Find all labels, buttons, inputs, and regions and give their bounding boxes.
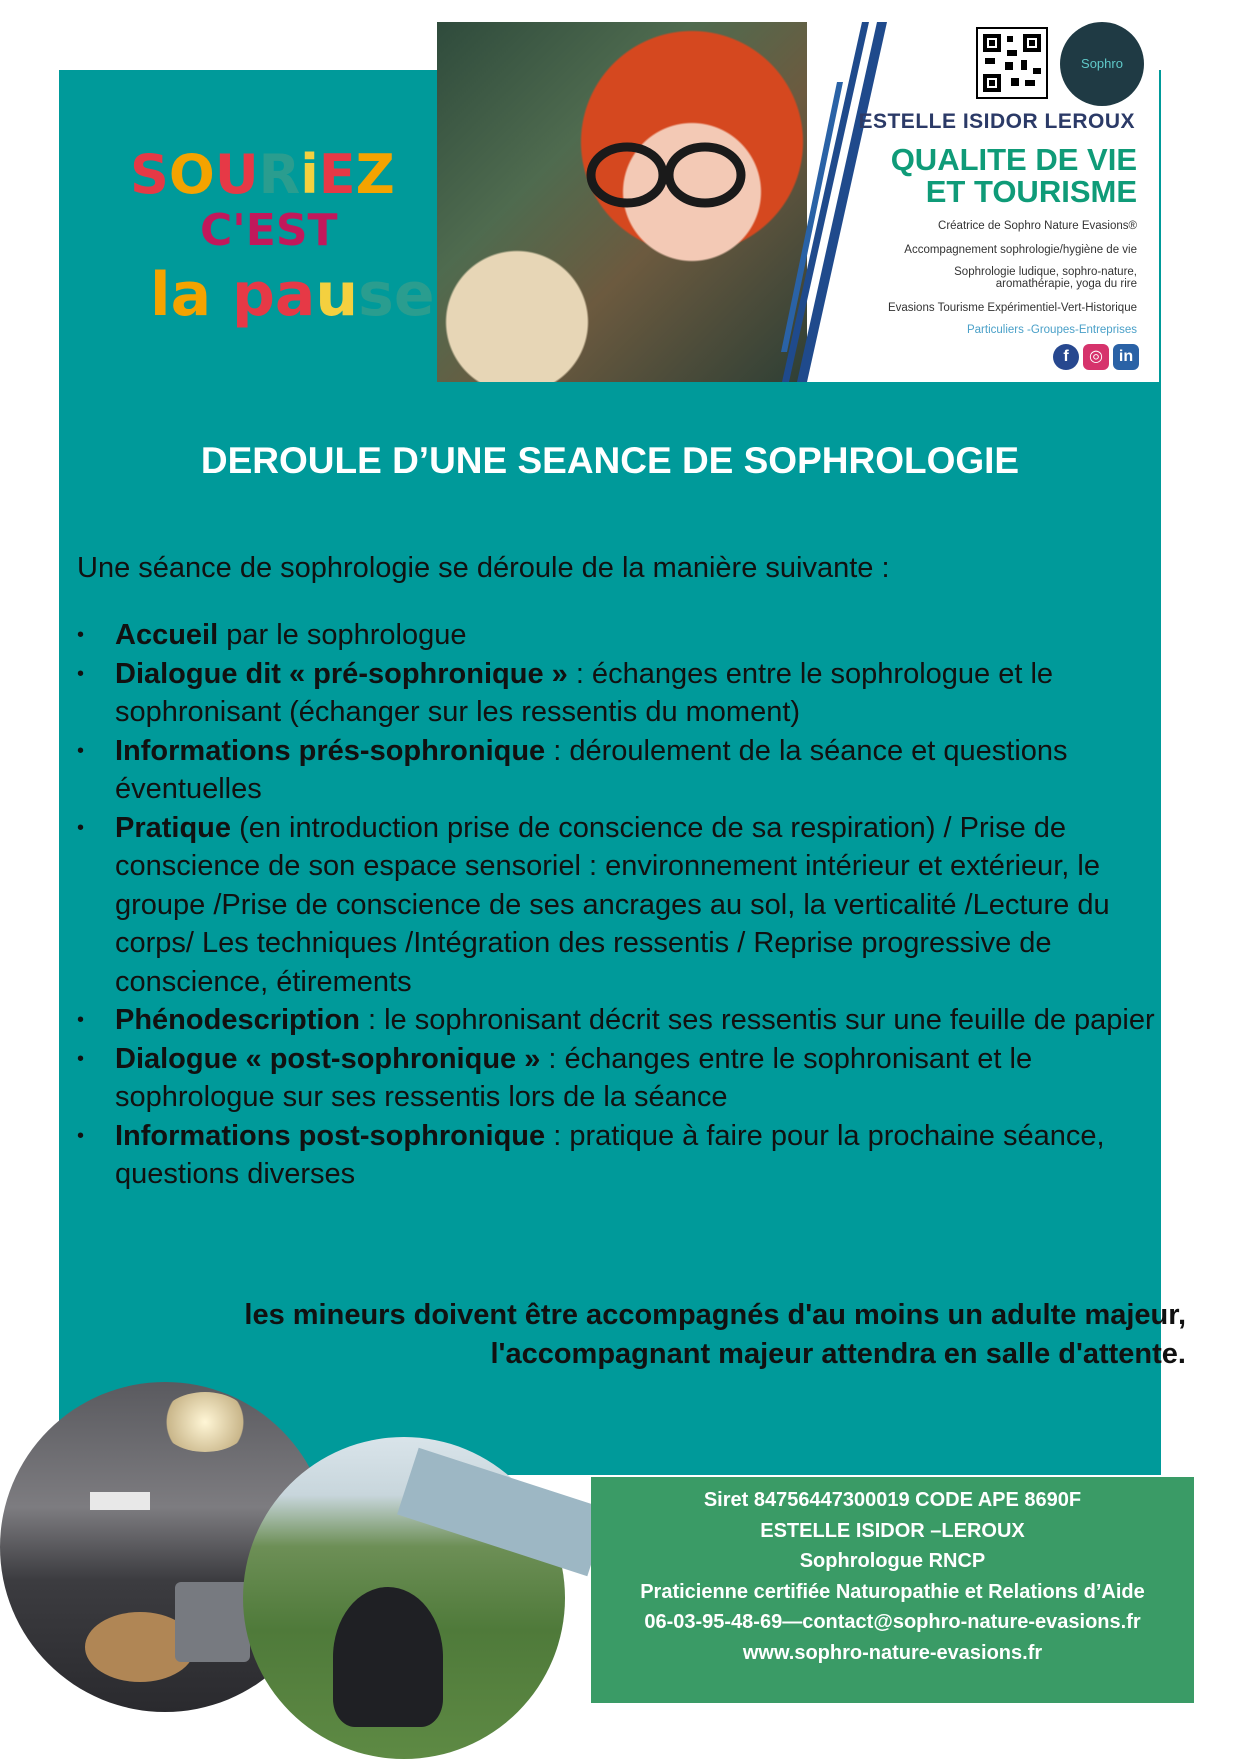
contact-website[interactable]: www.sophro-nature-evasions.fr <box>742 1641 1043 1664</box>
step-label: Dialogue dit « pré-sophronique » <box>115 657 568 690</box>
list-item <box>77 616 1177 655</box>
instagram-icon[interactable]: ◎ <box>1083 344 1109 370</box>
logo-line3: la pause <box>150 260 435 330</box>
list-item <box>77 655 1177 732</box>
logo-line1: SOURiEZ <box>130 143 395 206</box>
contact-box <box>591 1477 1194 1703</box>
banner-line-part: aromathérapie, yoga du rire <box>995 278 1137 290</box>
banner-title-line1: QUALITE DE VIE <box>890 142 1137 177</box>
step-text: par le sophrologue <box>218 619 467 651</box>
sophro-badge: Sophro <box>1060 22 1144 106</box>
contact-certification: Praticienne certifiée Naturopathie et Relations d’Aide <box>640 1580 1145 1603</box>
list-item <box>77 1040 1177 1117</box>
intro-text: Une séance de sophrologie se déroule de la manière suivante : <box>77 552 890 584</box>
contact-role: Sophrologue RNCP <box>799 1550 986 1572</box>
banner-line <box>954 266 1137 290</box>
banner-name: ESTELLE ISIDOR LEROUX <box>858 110 1135 133</box>
minors-notice <box>36 1296 1186 1374</box>
social-icons <box>1053 344 1139 370</box>
step-text: : échanges entre le sophronisant et le sophrologue sur ses ressentis lors de la séance <box>115 1042 1033 1113</box>
person-silhouette <box>333 1587 443 1727</box>
step-text: : le sophronisant décrit ses ressentis sur une feuille de papier <box>359 1004 1155 1036</box>
list-item <box>77 1117 1177 1194</box>
logo-artwork <box>120 115 435 355</box>
banner-line-part: Sophrologie ludique, sophro-nature, <box>954 266 1137 278</box>
table-shape <box>90 1492 150 1510</box>
list-item <box>77 809 1177 1002</box>
contact-siret: Siret 84756447300019 CODE APE 8690F <box>703 1489 1082 1511</box>
banner-line: Particuliers -Groupes-Entreprises <box>966 324 1137 336</box>
list-item <box>77 732 1177 809</box>
banner-line: Accompagnement sophrologie/hygiène de vie <box>904 244 1137 256</box>
step-text: : déroulement de la séance et questions éventuelles <box>115 734 1068 805</box>
session-steps-list <box>77 616 1177 1194</box>
portrait-photo <box>437 22 807 382</box>
qr-code <box>977 28 1047 98</box>
banner-title-line2: ET TOURISME <box>925 174 1137 209</box>
souriez-logo <box>120 115 435 355</box>
header-banner <box>437 22 1159 382</box>
banner-stripes <box>767 22 887 382</box>
step-label: Phénodescription <box>115 1004 360 1036</box>
nature-hill-photo <box>243 1437 565 1759</box>
list-item <box>77 1001 1177 1040</box>
notice-line1: les mineurs doivent être accompagnés d'au moins un adulte majeur, <box>244 1299 1186 1331</box>
linkedin-icon[interactable]: in <box>1113 344 1139 370</box>
step-text: : échanges entre le sophrologue et le sophronisant (échanger sur les ressentis du moment) <box>115 657 1054 728</box>
step-label: Informations post-sophronique <box>115 1119 546 1152</box>
notice-line2: l'accompagnant majeur attendra en salle d'attente. <box>490 1338 1186 1370</box>
lamp-shape <box>160 1392 250 1452</box>
contact-phone-email[interactable]: 06-03-95-48-69—contact@sophro-nature-evasions.fr <box>644 1611 1141 1633</box>
step-label: Accueil <box>115 619 219 651</box>
contact-name: ESTELLE ISIDOR –LEROUX <box>760 1519 1025 1542</box>
facebook-icon[interactable]: f <box>1053 344 1079 370</box>
armchair-shape <box>175 1582 250 1662</box>
logo-line2: C'EST <box>200 205 338 256</box>
glasses-shape <box>587 140 747 210</box>
step-label: Pratique <box>115 811 232 844</box>
page-title: DEROULE D’UNE SEANCE DE SOPHROLOGIE <box>200 440 1020 481</box>
banner-line: Evasions Tourisme Expérimentiel-Vert-Historique <box>887 302 1137 314</box>
banner-line: Créatrice de Sophro Nature Evasions® <box>938 220 1137 232</box>
step-text: : pratique à faire pour la prochaine séance, questions diverses <box>115 1119 1105 1190</box>
step-text: (en introduction prise de conscience de sa respiration) / Prise de conscience de son espace sensoriel : environnement intérieur et extérieur, le groupe /Prise de conscience de ses ancrages au sol, la verticalité /Lecture du corps/ Les techniques /Intégration des ressentis / Reprise progressive de conscience, étirements <box>115 811 1110 998</box>
step-label: Dialogue « post-sophronique » <box>115 1042 541 1075</box>
step-label: Informations prés-sophronique <box>115 734 546 767</box>
